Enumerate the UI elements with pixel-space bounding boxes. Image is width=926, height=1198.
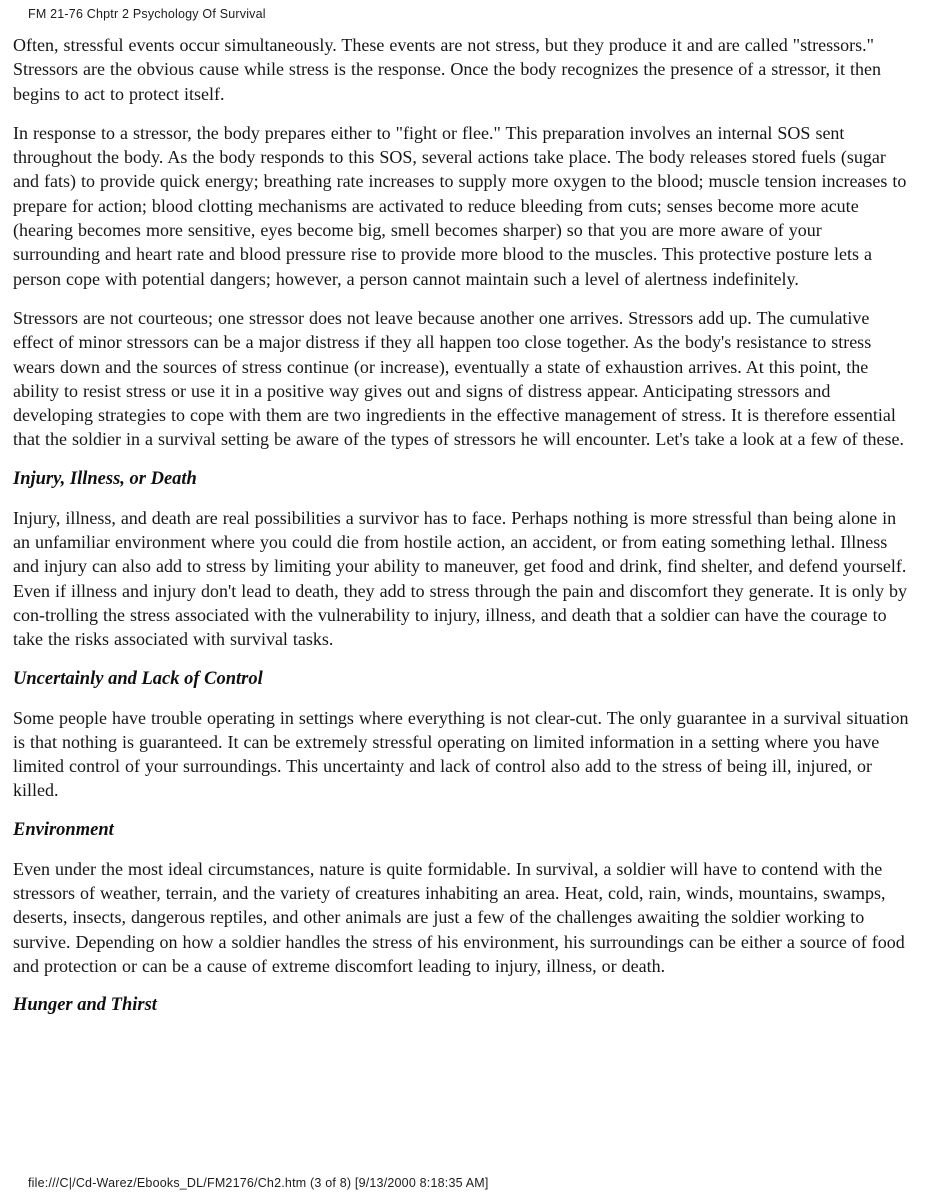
document-content	[13, 18, 912, 1032]
print-footer-file-path: file:///C|/Cd-Warez/Ebooks_DL/FM2176/Ch2.htm (3 of 8) [9/13/2000 8:18:35 AM]	[28, 1176, 489, 1190]
paragraph-injury-illness-death: Injury, illness, and death are real possibilities a survivor has to face. Perhaps nothing is more stressful than being alone in an unfamiliar environment where you could die from hostile action, an accident, or from eating something lethal. Illness and injury can also add to stress by limiting your ability to maneuver, get food and drink, find shelter, and defend yourself. Even if illness and injury don't lead to death, they add to stress through the pain and discomfort they generate. It is only by con-trolling the stress associated with the vulnerability to injury, illness, and death that a soldier can have the courage to take the risks associated with survival tasks.	[13, 507, 908, 650]
paragraph-uncertainty-lack-of-control: Some people have trouble operating in settings where everything is not clear-cut. The only guarantee in a survival situation is that nothing is guaranteed. It can be extremely stressful operating on limited information in a setting where you have limited control of your surroundings. This uncertainty and lack of control also add to the stress of being ill, injured, or killed.	[13, 707, 909, 801]
section-heading-hunger-and-thirst: Hunger and Thirst	[13, 995, 157, 1016]
paragraph-stressors-add-up: Stressors are not courteous; one stressor does not leave because another one arrives. Stressors add up. The cumulative effect of minor stressors can be a major distress if they all happen too close together. As the body's resistance to stress wears down and the sources of stress continue (or increase), eventually a state of exhaustion arrives. At this point, the ability to resist stress or use it in a positive way gives out and signs of distress appear. Anticipating stressors and developing strategies to cope with them are two ingredients in the effective management of stress. It is therefore essential that the soldier in a survival setting be aware of the types of stressors he will encounter. Let's take a look at a few of these.	[13, 307, 904, 450]
paragraph-environment: Even under the most ideal circumstances, nature is quite formidable. In survival, a soldier will have to contend with the stressors of weather, terrain, and the variety of creatures inhabiting an area. Heat, cold, rain, winds, mountains, swamps, deserts, insects, dangerous reptiles, and other animals are just a few of the challenges awaiting the soldier working to survive. Depending on how a soldier handles the stress of his environment, his surroundings can be either a source of food and protection or can be a cause of extreme discomfort leading to injury, illness, or death.	[13, 858, 905, 976]
paragraph-fight-or-flee: In response to a stressor, the body prepares either to "fight or flee." This preparation involves an internal SOS sent throughout the body. As the body responds to this SOS, several actions take place. The body releases stored fuels (sugar and fats) to provide quick energy; breathing rate increases to supply more oxygen to the blood; muscle tension increases to prepare for action; blood clotting mechanisms are activated to reduce bleeding from cuts; senses become more acute (hearing becomes more sensitive, eyes become big, smell becomes sharper) so that you are more aware of your surrounding and heart rate and blood pressure rise to provide more blood to the muscles. This protective posture lets a person cope with potential dangers; however, a person cannot maintain such a level of alertness indefinitely.	[13, 122, 907, 289]
section-heading-uncertainty-lack-of-control: Uncertainly and Lack of Control	[13, 668, 263, 689]
print-header-title: FM 21-76 Chptr 2 Psychology Of Survival	[28, 7, 266, 21]
section-heading-injury-illness-death: Injury, Illness, or Death	[13, 468, 197, 489]
section-heading-environment: Environment	[13, 819, 114, 840]
paragraph-stressors-intro: Often, stressful events occur simultaneously. These events are not stress, but they produce it and are called "stressors." Stressors are the obvious cause while stress is the response. Once the body recognizes the presence of a stressor, it then begins to act to protect itself.	[13, 35, 882, 104]
